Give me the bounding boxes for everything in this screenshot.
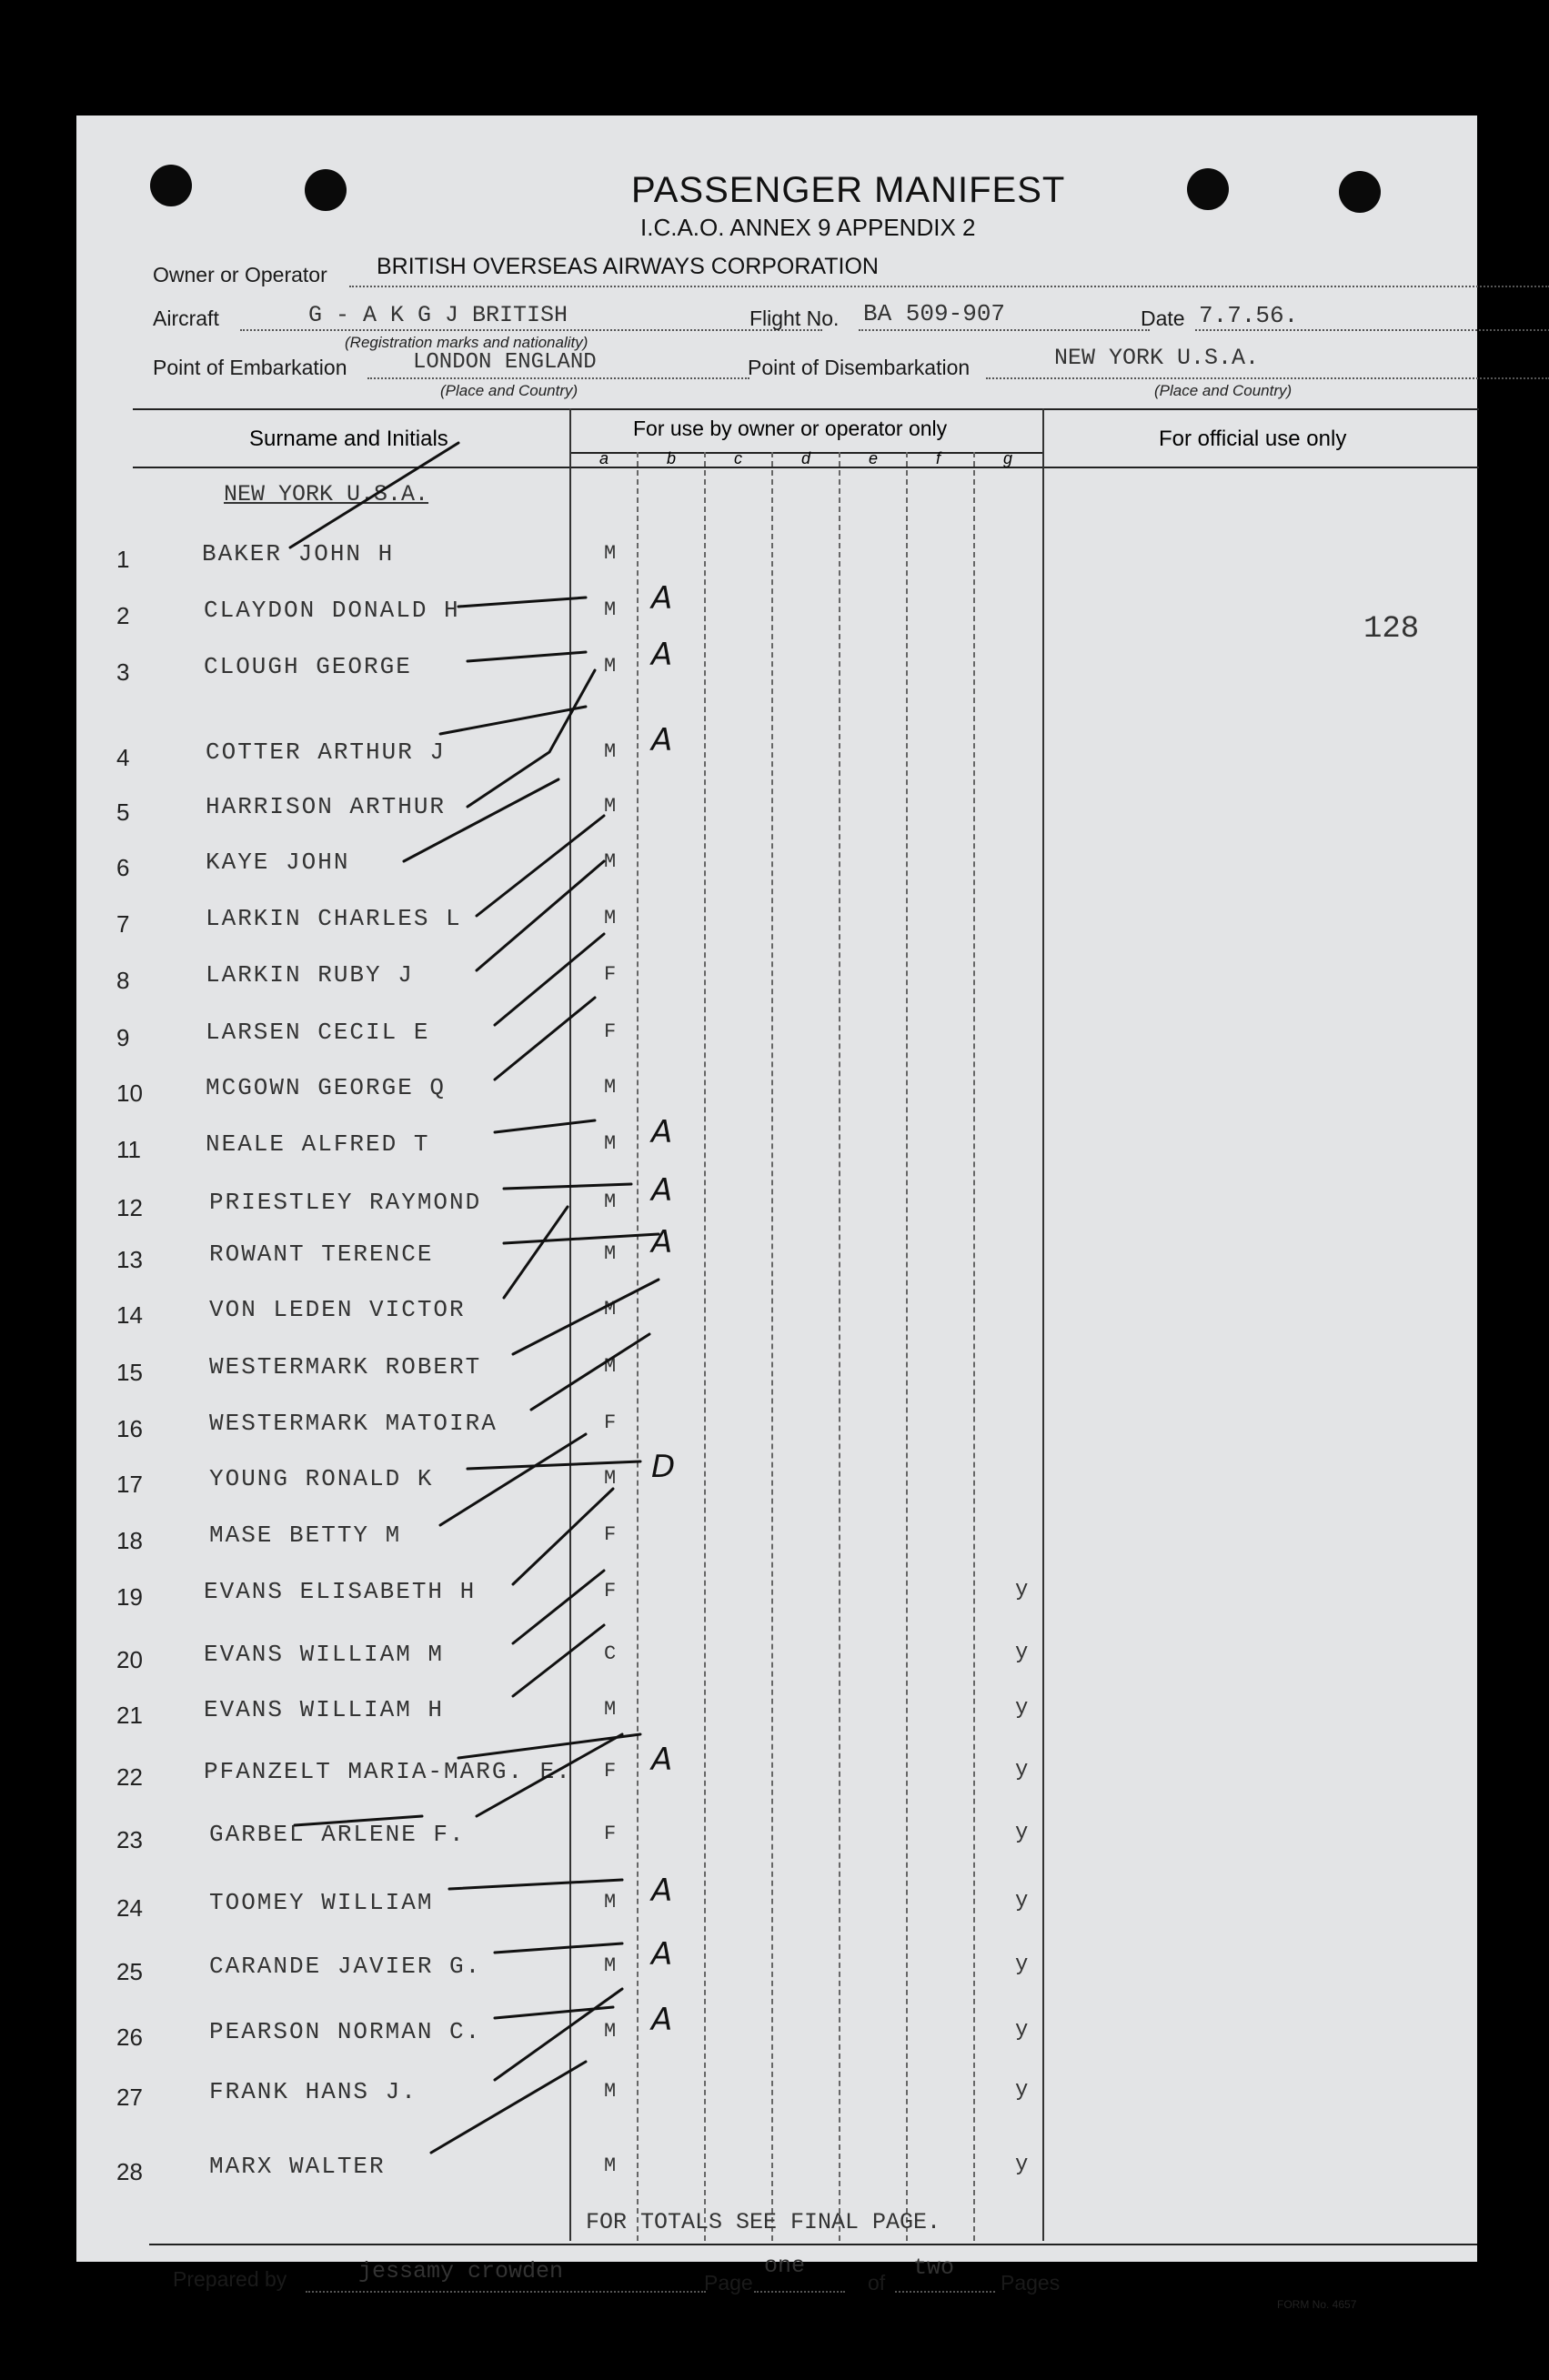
subcol-label-b: b xyxy=(667,449,677,467)
pen-stroke xyxy=(468,652,586,661)
passenger-name: GARBEL ARLENE F. xyxy=(209,1821,466,1848)
embarkation-note: (Place and Country) xyxy=(440,382,578,399)
prepared-by-label: Prepared by xyxy=(173,2267,287,2291)
pen-stroke xyxy=(513,1489,613,1584)
column-g-mark: y xyxy=(1015,1758,1029,1782)
page-value: one xyxy=(764,2253,806,2279)
pen-stroke xyxy=(290,443,458,547)
aircraft-label: Aircraft xyxy=(153,306,219,330)
passenger-sex: M xyxy=(604,2080,617,2103)
passenger-sex: M xyxy=(604,2020,617,2043)
pen-stroke xyxy=(495,934,604,1025)
handwritten-mark: A xyxy=(651,1936,673,1973)
column-g-mark: y xyxy=(1015,1641,1029,1665)
pen-stroke xyxy=(495,1943,622,1953)
column-g-mark: y xyxy=(1015,1696,1029,1721)
row-number: 23 xyxy=(116,1826,143,1853)
disembarkation-value: NEW YORK U.S.A. xyxy=(1054,345,1260,371)
owner-value: BRITISH OVERSEAS AIRWAYS CORPORATION xyxy=(377,254,879,279)
row-number: 18 xyxy=(116,1527,143,1554)
official-col-header: For official use only xyxy=(1159,427,1347,451)
passenger-name: EVANS WILLIAM M xyxy=(204,1641,445,1668)
prepared-by-line xyxy=(306,2291,706,2293)
flight-value: BA 509-907 xyxy=(863,300,1006,327)
flight-label: Flight No. xyxy=(749,306,840,330)
aircraft-value: G - A K G J BRITISH xyxy=(308,302,568,328)
form-number: FORM No. 4657 xyxy=(1277,2298,1357,2311)
row-number: 25 xyxy=(116,1958,143,1985)
passenger-sex: M xyxy=(604,740,617,763)
passenger-name: KAYE JOHN xyxy=(206,849,350,876)
subcol-label-c: c xyxy=(734,449,742,467)
passenger-name: TOOMEY WILLIAM xyxy=(209,1889,434,1916)
passenger-sex: M xyxy=(604,1242,617,1265)
pages-label: Pages xyxy=(1001,2271,1061,2295)
pen-stroke xyxy=(468,670,595,807)
row-number: 26 xyxy=(116,2024,143,2051)
handwritten-mark: A xyxy=(651,1172,673,1209)
column-g-mark: y xyxy=(1015,1578,1029,1602)
passenger-sex: M xyxy=(604,598,617,621)
owner-label: Owner or Operator xyxy=(153,263,327,286)
passenger-sex: C xyxy=(604,1642,617,1665)
disembarkation-note: (Place and Country) xyxy=(1154,382,1293,399)
column-g-mark: y xyxy=(1015,1953,1029,1977)
passenger-sex: M xyxy=(604,655,617,678)
pen-stroke xyxy=(440,707,586,734)
pen-stroke xyxy=(531,1334,649,1410)
passenger-sex: F xyxy=(604,963,617,986)
pen-stroke xyxy=(440,1434,586,1525)
pen-stroke xyxy=(468,1461,640,1469)
pen-stroke xyxy=(495,1989,622,2080)
row-number: 8 xyxy=(116,967,130,994)
embarkation-value: LONDON ENGLAND xyxy=(413,350,597,375)
passenger-sex: F xyxy=(604,1523,617,1546)
prepared-by-value: jessamy crowden xyxy=(358,2258,564,2285)
passenger-sex: F xyxy=(604,1823,617,1845)
passenger-name: LARKIN RUBY J xyxy=(206,961,414,989)
column-g-mark: y xyxy=(1015,2153,1029,2177)
handwritten-mark: A xyxy=(651,1114,673,1150)
row-number: 27 xyxy=(116,2084,143,2111)
pen-stroke xyxy=(513,1571,604,1643)
passenger-sex: M xyxy=(604,1298,617,1321)
passenger-name: LARKIN CHARLES L xyxy=(206,905,462,932)
row-number: 1 xyxy=(116,546,130,573)
column-g-mark: y xyxy=(1015,1889,1029,1913)
row-number: 4 xyxy=(116,744,130,771)
row-number: 24 xyxy=(116,1894,143,1922)
subcol-label-a: a xyxy=(599,449,609,467)
row-number: 16 xyxy=(116,1415,143,1442)
row-number: 9 xyxy=(116,1024,130,1051)
page-label: Page xyxy=(704,2271,753,2295)
passenger-name: PFANZELT MARIA-MARG. E. xyxy=(204,1758,572,1785)
page-line xyxy=(754,2291,845,2293)
passenger-name: VON LEDEN VICTOR xyxy=(209,1296,466,1323)
passenger-sex: F xyxy=(604,1411,617,1434)
destination-heading: NEW YORK U.S.A. xyxy=(224,481,429,507)
passenger-name: FRANK HANS J. xyxy=(209,2078,417,2105)
totals-note: FOR TOTALS SEE FINAL PAGE. xyxy=(586,2209,941,2235)
pen-stroke xyxy=(504,1184,631,1189)
pen-stroke xyxy=(404,779,558,861)
row-number: 10 xyxy=(116,1080,143,1107)
passenger-name: PRIESTLEY RAYMOND xyxy=(209,1189,482,1216)
footer-rule xyxy=(149,2244,1477,2245)
pen-stroke xyxy=(495,1120,595,1132)
pen-stroke xyxy=(458,1734,640,1758)
subcol-label-e: e xyxy=(869,449,879,467)
handwritten-mark: A xyxy=(651,1742,673,1778)
subcol-label-g: g xyxy=(1003,449,1013,467)
handwritten-mark: A xyxy=(651,1873,673,1909)
disembarkation-label: Point of Disembarkation xyxy=(748,356,971,379)
row-number: 6 xyxy=(116,854,130,881)
manifest-sheet xyxy=(76,115,1477,2311)
surname-col-header: Surname and Initials xyxy=(249,427,448,451)
handwritten-mark: A xyxy=(651,580,673,617)
pen-stroke xyxy=(458,598,586,607)
embarkation-label: Point of Embarkation xyxy=(153,356,347,379)
date-value: 7.7.56. xyxy=(1199,302,1299,329)
row-number: 14 xyxy=(116,1301,143,1329)
handwritten-mark: A xyxy=(651,1224,673,1260)
pen-stroke xyxy=(495,998,595,1080)
passenger-name: WESTERMARK ROBERT xyxy=(209,1353,482,1381)
passenger-sex: F xyxy=(604,1760,617,1782)
row-number: 17 xyxy=(116,1471,143,1498)
passenger-sex: F xyxy=(604,1020,617,1043)
passenger-sex: M xyxy=(604,1355,617,1378)
passenger-sex: M xyxy=(604,907,617,929)
pen-stroke xyxy=(504,1234,659,1243)
passenger-name: ROWANT TERENCE xyxy=(209,1240,434,1268)
row-number: 2 xyxy=(116,602,130,629)
passenger-name: PEARSON NORMAN C. xyxy=(209,2018,482,2045)
subcol-label-d: d xyxy=(801,449,811,467)
passenger-sex: F xyxy=(604,1580,617,1602)
official-number: 128 xyxy=(1363,612,1420,647)
row-number: 11 xyxy=(116,1136,141,1163)
passenger-name: CARANDE JAVIER G. xyxy=(209,1953,482,1980)
row-number: 21 xyxy=(116,1702,143,1729)
passenger-name: BAKER JOHN H xyxy=(202,540,395,567)
passenger-name: MASE BETTY M xyxy=(209,1521,402,1549)
pen-stroke xyxy=(431,2062,586,2153)
pen-stroke xyxy=(295,1816,422,1825)
passenger-name: MCGOWN GEORGE Q xyxy=(206,1074,447,1101)
row-number: 28 xyxy=(116,2158,143,2185)
passenger-name: COTTER ARTHUR J xyxy=(206,738,447,766)
passenger-name: HARRISON ARTHUR xyxy=(206,793,447,820)
passenger-sex: M xyxy=(604,1190,617,1213)
handwritten-mark: A xyxy=(651,722,673,758)
of-label: of xyxy=(868,2271,886,2295)
handwritten-strokes xyxy=(76,115,1477,2262)
passenger-name: CLAYDON DONALD H xyxy=(204,597,460,624)
passenger-sex: M xyxy=(604,1076,617,1099)
passenger-sex: M xyxy=(604,2154,617,2177)
pen-stroke xyxy=(449,1880,622,1889)
passenger-name: NEALE ALFRED T xyxy=(206,1130,430,1158)
manifest-title: PASSENGER MANIFEST xyxy=(631,170,1066,210)
passenger-name: LARSEN CECIL E xyxy=(206,1019,430,1046)
column-g-mark: y xyxy=(1015,1821,1029,1845)
row-number: 22 xyxy=(116,1763,143,1791)
row-number: 15 xyxy=(116,1359,143,1386)
manifest-subtitle: I.C.A.O. ANNEX 9 APPENDIX 2 xyxy=(640,214,976,241)
passenger-name: MARX WALTER xyxy=(209,2153,386,2180)
handwritten-mark: D xyxy=(651,1449,676,1485)
pen-stroke xyxy=(477,816,604,916)
handwritten-mark: A xyxy=(651,637,673,673)
passenger-name: YOUNG RONALD K xyxy=(209,1465,434,1492)
date-label: Date xyxy=(1141,306,1185,330)
handwritten-mark: A xyxy=(651,2002,673,2038)
subcol-label-f: f xyxy=(936,449,941,467)
row-number: 7 xyxy=(116,910,130,938)
passenger-sex: M xyxy=(604,1891,617,1913)
passenger-name: EVANS WILLIAM H xyxy=(204,1696,445,1723)
passenger-name: CLOUGH GEORGE xyxy=(204,653,412,680)
passenger-sex: M xyxy=(604,1698,617,1721)
pen-stroke xyxy=(477,861,604,970)
passenger-name: WESTERMARK MATOIRA xyxy=(209,1410,498,1437)
row-number: 5 xyxy=(116,798,130,826)
row-number: 12 xyxy=(116,1194,143,1221)
pen-stroke xyxy=(504,1207,568,1298)
row-number: 13 xyxy=(116,1246,143,1273)
passenger-sex: M xyxy=(604,1132,617,1155)
passenger-sex: M xyxy=(604,1467,617,1490)
passenger-sex: M xyxy=(604,542,617,565)
owner-col-header: For use by owner or operator only xyxy=(633,417,948,440)
row-number: 19 xyxy=(116,1583,143,1611)
column-g-mark: y xyxy=(1015,2078,1029,2103)
passenger-sex: M xyxy=(604,850,617,873)
passenger-name: EVANS ELISABETH H xyxy=(204,1578,477,1605)
aircraft-note: (Registration marks and nationality) xyxy=(345,334,588,351)
column-g-mark: y xyxy=(1015,2018,1029,2043)
passenger-sex: M xyxy=(604,795,617,818)
of-value: two xyxy=(913,2254,955,2281)
pen-stroke xyxy=(513,1625,604,1696)
passenger-sex: M xyxy=(604,1954,617,1977)
row-number: 3 xyxy=(116,658,130,686)
row-number: 20 xyxy=(116,1646,143,1673)
of-line xyxy=(895,2291,995,2293)
